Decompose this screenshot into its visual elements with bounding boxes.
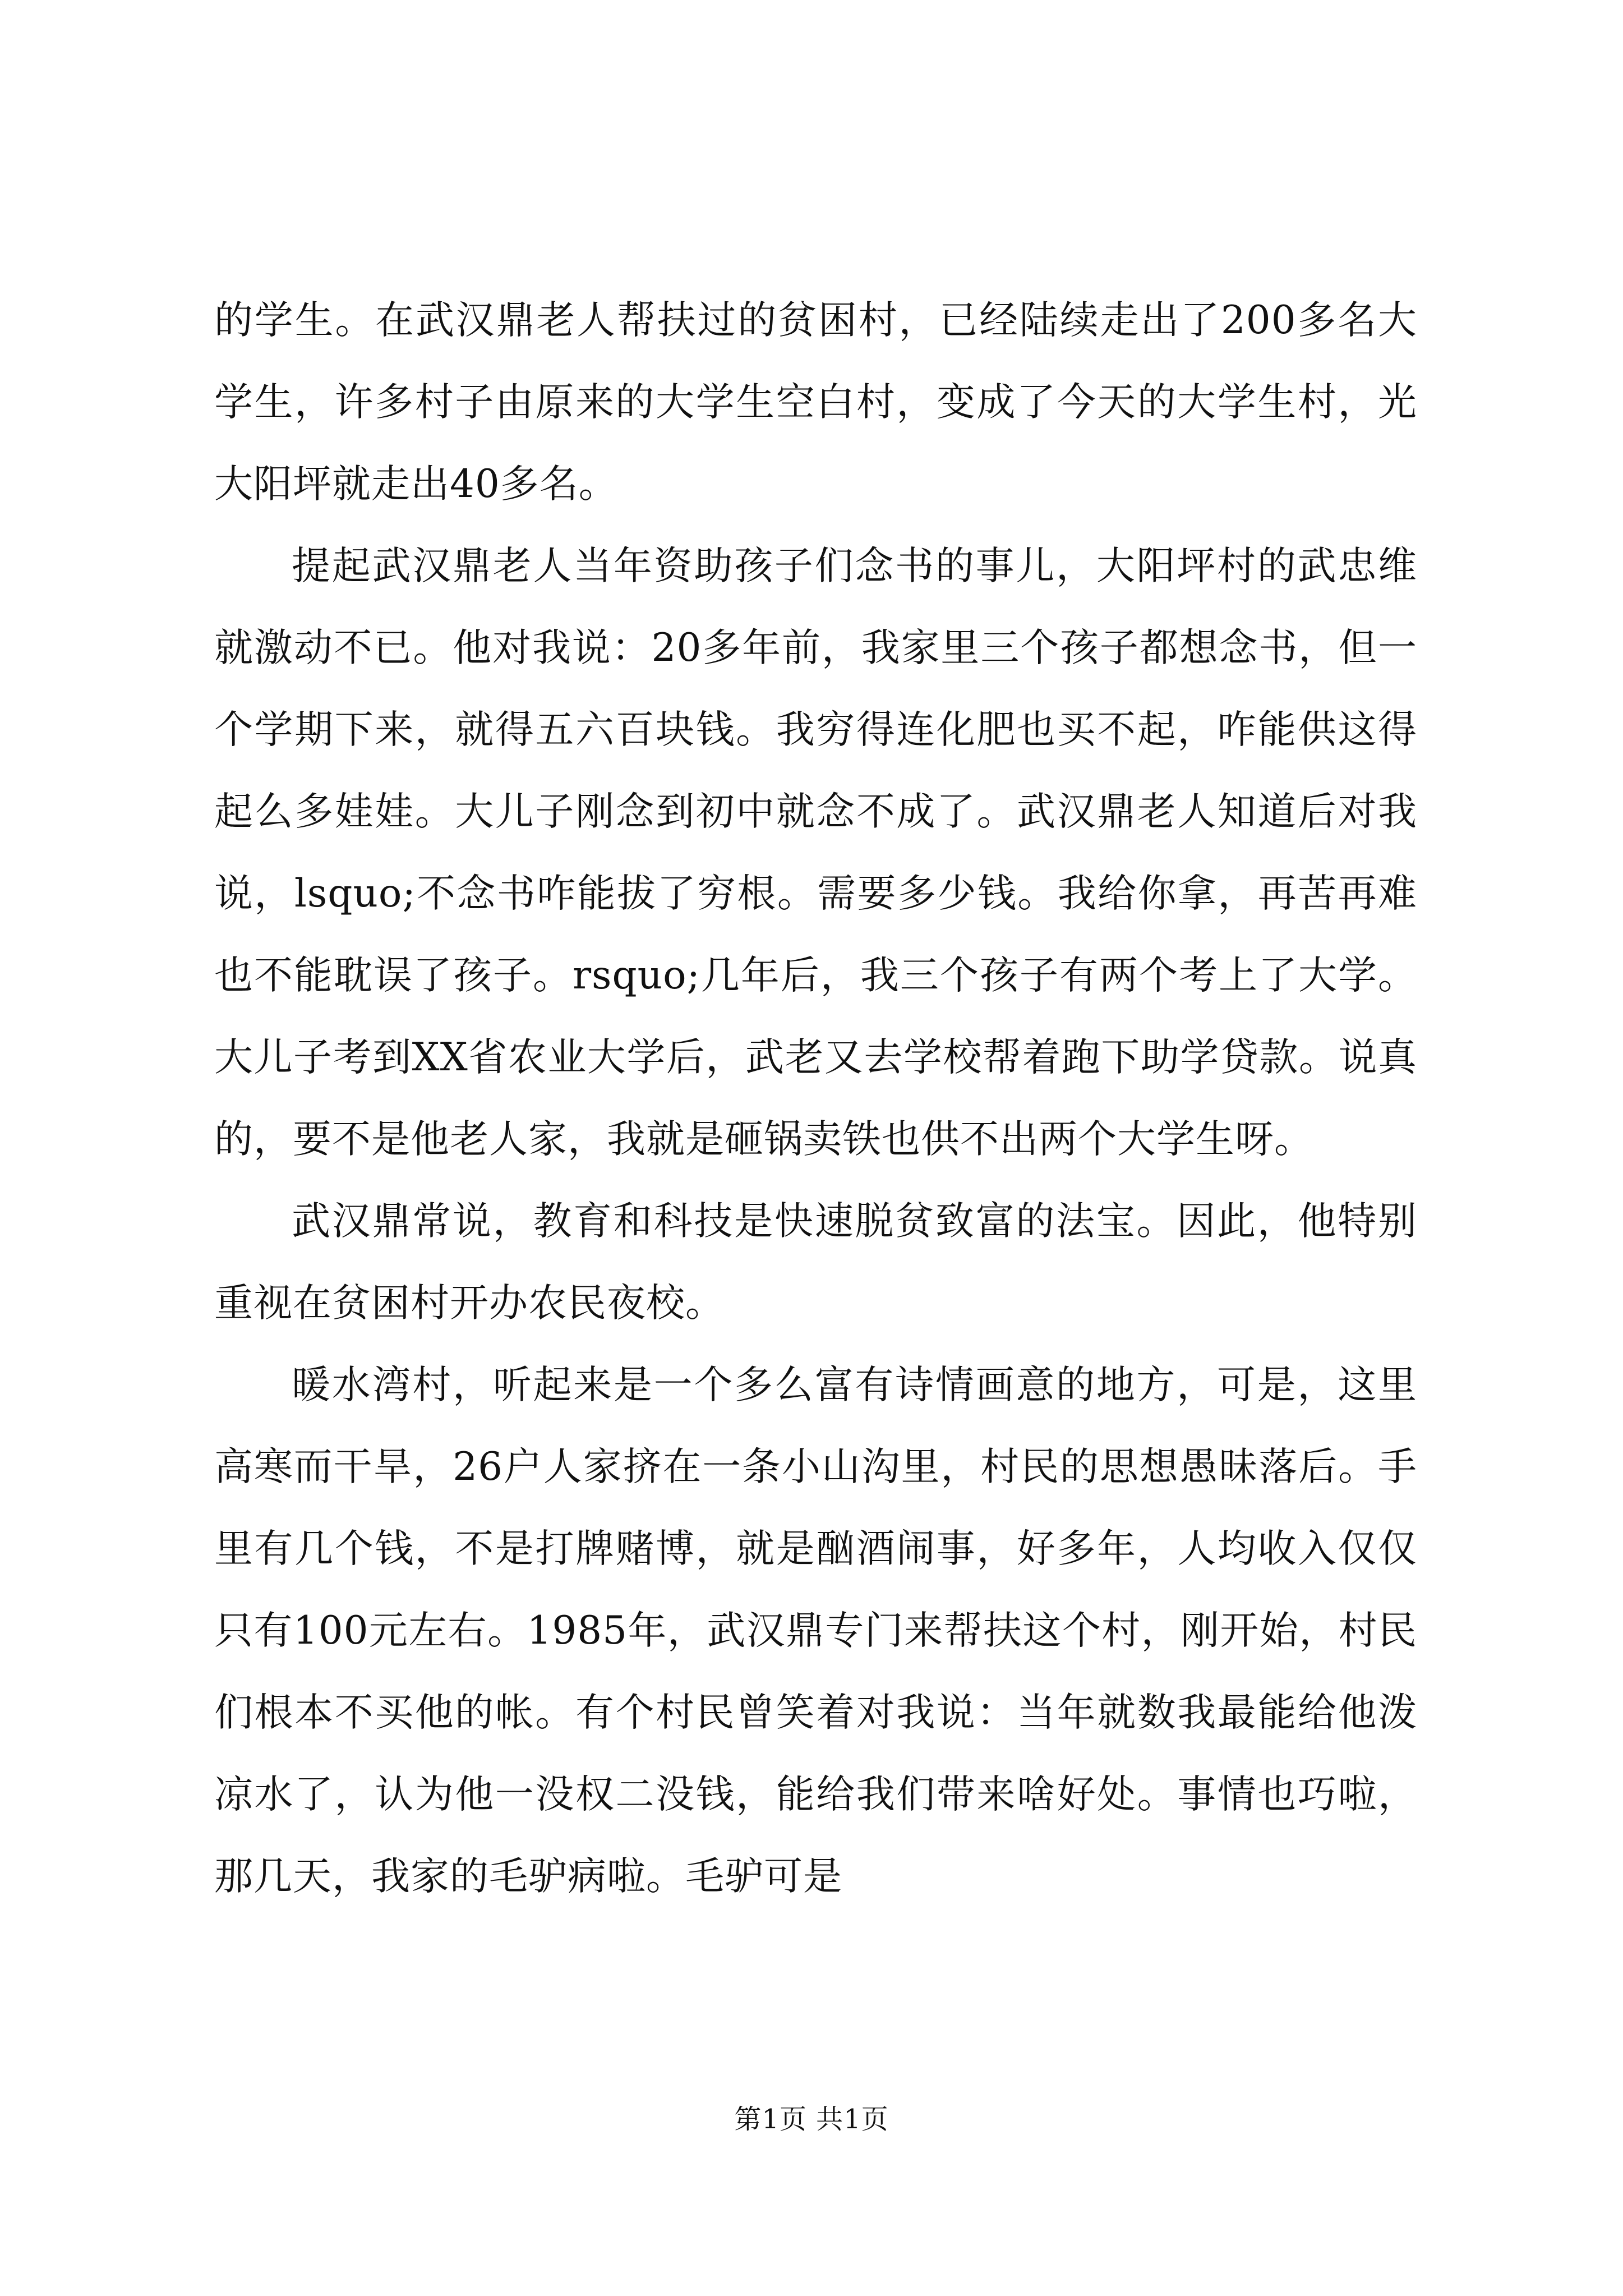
document-body (214, 279, 1417, 1917)
paragraph-continuation: 的学生。在武汉鼎老人帮扶过的贫困村，已经陆续走出了200多名大学生，许多村子由原来的大学生空白村，变成了今天的大学生村，光大阳坪就走出40多名。 (214, 298, 1417, 507)
paragraph: 提起武汉鼎老人当年资助孩子们念书的事儿，大阳坪村的武忠维就激动不已。他对我说：20多年前，我家里三个孩子都想念书，但一个学期下来，就得五六百块钱。我穷得连化肥也买不起，咋能供这得起么多娃娃。大儿子刚念到初中就念不成了。武汉鼎老人知道后对我说，lsquo;不念书咋能拔了穷根。需要多少钱。我给你拿，再苦再难也不能耽误了孩子。rsquo;几年后，我三个孩子有两个考上了大学。大儿子考到XX省农业大学后，武老又去学校帮着跑下助学贷款。说真的，要不是他老人家，我就是砸锅卖铁也供不出两个大学生呀。 (214, 544, 1417, 1162)
page-footer: 第1页 共1页 (734, 2104, 889, 2135)
paragraph: 暖水湾村，听起来是一个多么富有诗情画意的地方，可是，这里高寒而干旱，26户人家挤在一条小山沟里，村民的思想愚昧落后。手里有几个钱，不是打牌赌博，就是酗酒闹事，好多年，人均收入仅仅只有100元左右。1985年，武汉鼎专门来帮扶这个村，刚开始，村民们根本不买他的帐。有个村民曾笑着对我说：当年就数我最能给他泼凉水了，认为他一没权二没钱，能给我们带来啥好处。事情也巧啦，那几天，我家的毛驴病啦。毛驴可是 (214, 1363, 1417, 1899)
paragraph: 武汉鼎常说，教育和科技是快速脱贫致富的法宝。因此，他特别重视在贫困村开办农民夜校。 (214, 1199, 1417, 1326)
